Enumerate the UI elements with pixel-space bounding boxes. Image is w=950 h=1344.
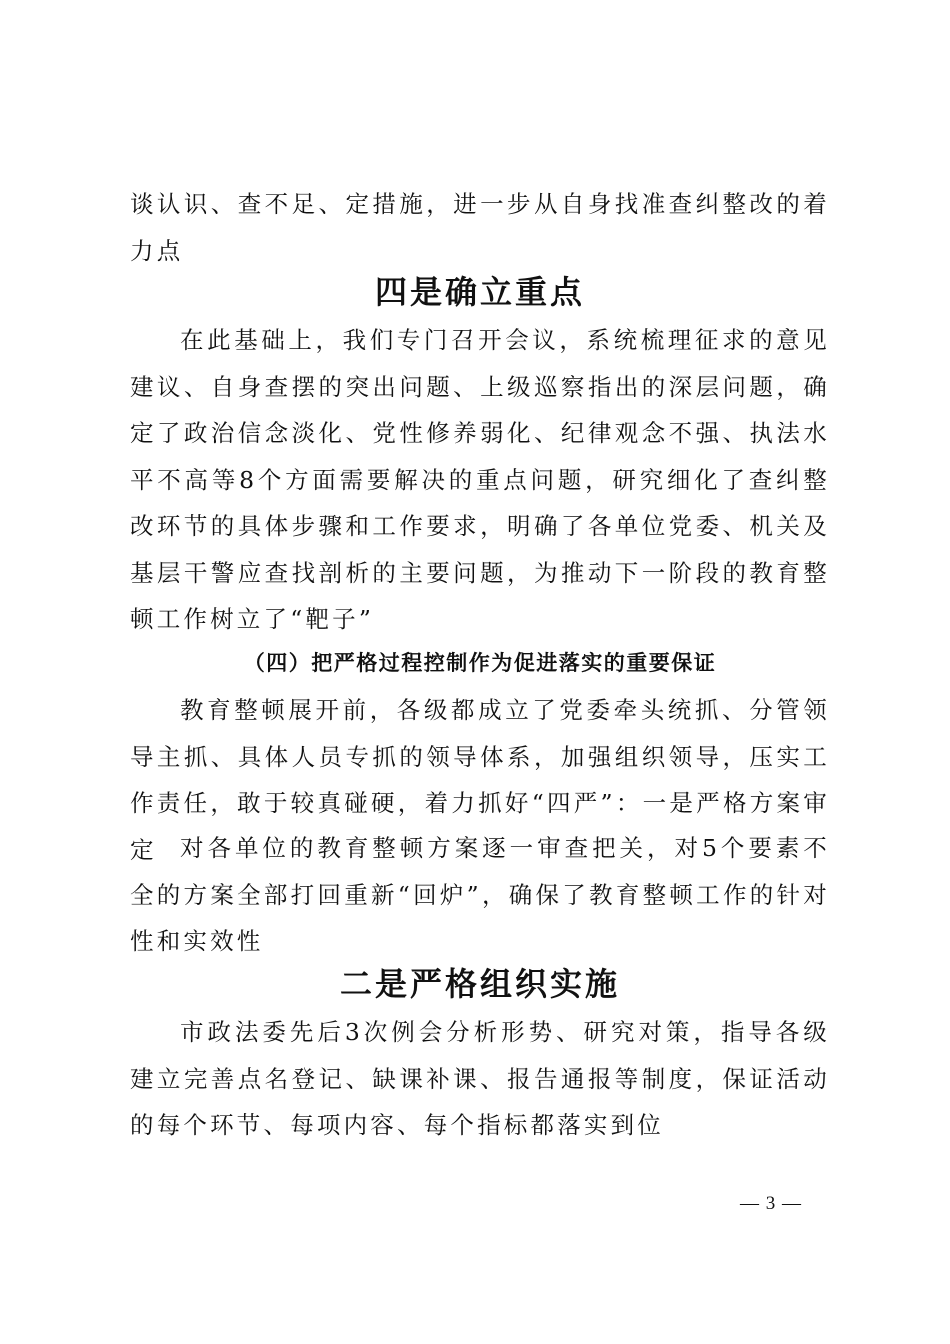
heading-establish-focus: 四是确立重点	[374, 273, 585, 311]
paragraph-implementation: 市政法委先后3次例会分析形势、研究对策，指导各级建立完善点名登记、缺课补课、报告通报等制度，保证活动的每个环节、每项内容、每个指标都落实到位	[130, 1018, 830, 1139]
paragraph-focus: 在此基础上，我们专门召开会议，系统梳理征求的意见建议、自身查摆的突出问题、上级巡察指出的深层问题，确定了政治信念淡化、党性修养弱化、纪律观念不强、执法水平不高等8个方面需要解决的重点问题，研究细化了查纠整改环节的具体步骤和工作要求，明确了各单位党委、机关及基层干警应查找剖析的主要问题，为推动下一阶段的教育整顿工作树立了“靶子”	[130, 326, 830, 633]
subheading-process-control: （四）把严格过程控制作为促进落实的重要保证	[243, 650, 717, 675]
paragraph-process: 教育整顿展开前，各级都成立了党委牵头统抓、分管领导主抓、具体人员专抓的领导体系，加强组织领导，压实工作责任，敢于较真碰硬，着力抓好“四严”：一是严格方案审定	[130, 696, 830, 864]
paragraph-plan-review: 对各单位的教育整顿方案逐一审查把关，对5个要素不全的方案全部打回重新“回炉”，确保了教育整顿工作的针对性和实效性	[130, 834, 830, 955]
heading-strict-implementation: 二是严格组织实施	[339, 965, 620, 1003]
page-number: — 3 —	[740, 1193, 802, 1214]
paragraph-intro-end: 谈认识、查不足、定措施，进一步从自身找准查纠整改的着力点	[130, 190, 830, 265]
